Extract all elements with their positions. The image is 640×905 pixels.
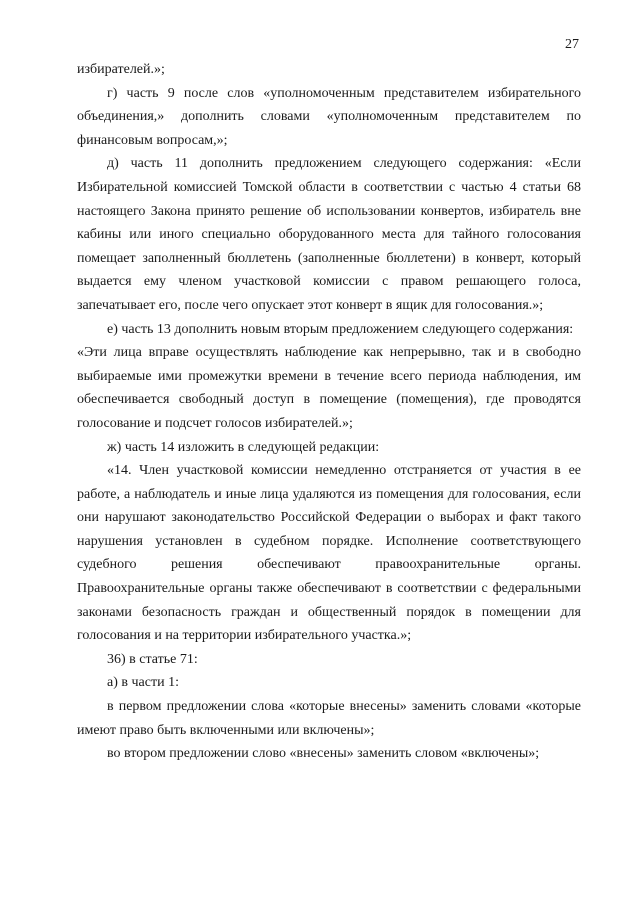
paragraph-9: а) в части 1: — [107, 675, 179, 691]
paragraph-11: во втором предложении слово «внесены» заменить словом «включены»; — [107, 746, 540, 762]
paragraph-10: в первом предложении слова «которые внесены» заменить словами «которые имеют право быть включенными или включены»; — [77, 699, 581, 738]
paragraph-7: «14. Член участковой комиссии немедленно отстраняется от участия в ее работе, а наблюдатель и иные лица удаляются из помещения для голосования, если они нарушают законодательство Российской Федерации о выборах и факт такого нарушения установлен в судебном порядке. Исполнение соответствующего судебного решения обеспечивают правоохранительные органы. Правоохранительные органы также обеспечивают в соответствии с федеральными законами безопасность граждан и общественный порядок в помещении для голосования и на территории избирательного участка.»; — [77, 463, 581, 644]
paragraph-3: д) часть 11 дополнить предложением следующего содержания: «Если Избирательной комиссией Томской области в соответствии с частью 4 статьи 68 настоящего Закона принято решение об использовании конвертов, избиратель вне кабины или иного специально оборудованного места для тайного голосования помещает заполненный бюллетень (заполненные бюллетени) в конверт, который выдается ему членом участковой комиссии с правом решающего голоса, запечатывает его, после чего опускает этот конверт в ящик для голосования.»; — [77, 156, 581, 313]
paragraph-1: избирателей.»; — [77, 62, 165, 77]
page-number: 27 — [565, 37, 579, 52]
paragraph-4: е) часть 13 дополнить новым вторым предложением следующего содержания: — [107, 321, 574, 337]
paragraph-2: г) часть 9 после слов «уполномоченным представителем избирательного объединения,» дополнить словами «уполномоченным представителем по финансовым вопросам,»; — [77, 85, 581, 148]
document-body — [77, 58, 581, 766]
paragraph-5: «Эти лица вправе осуществлять наблюдение как непрерывно, так и в свободно выбираемые ими промежутки времени в течение всего периода наблюдения, им обеспечивается свободный доступ в помещение (помещения), где проводятся голосование и подсчет голосов избирателей.»; — [77, 345, 581, 431]
paragraph-6: ж) часть 14 изложить в следующей редакции: — [107, 439, 380, 455]
paragraph-8: 36) в статье 71: — [107, 651, 198, 667]
